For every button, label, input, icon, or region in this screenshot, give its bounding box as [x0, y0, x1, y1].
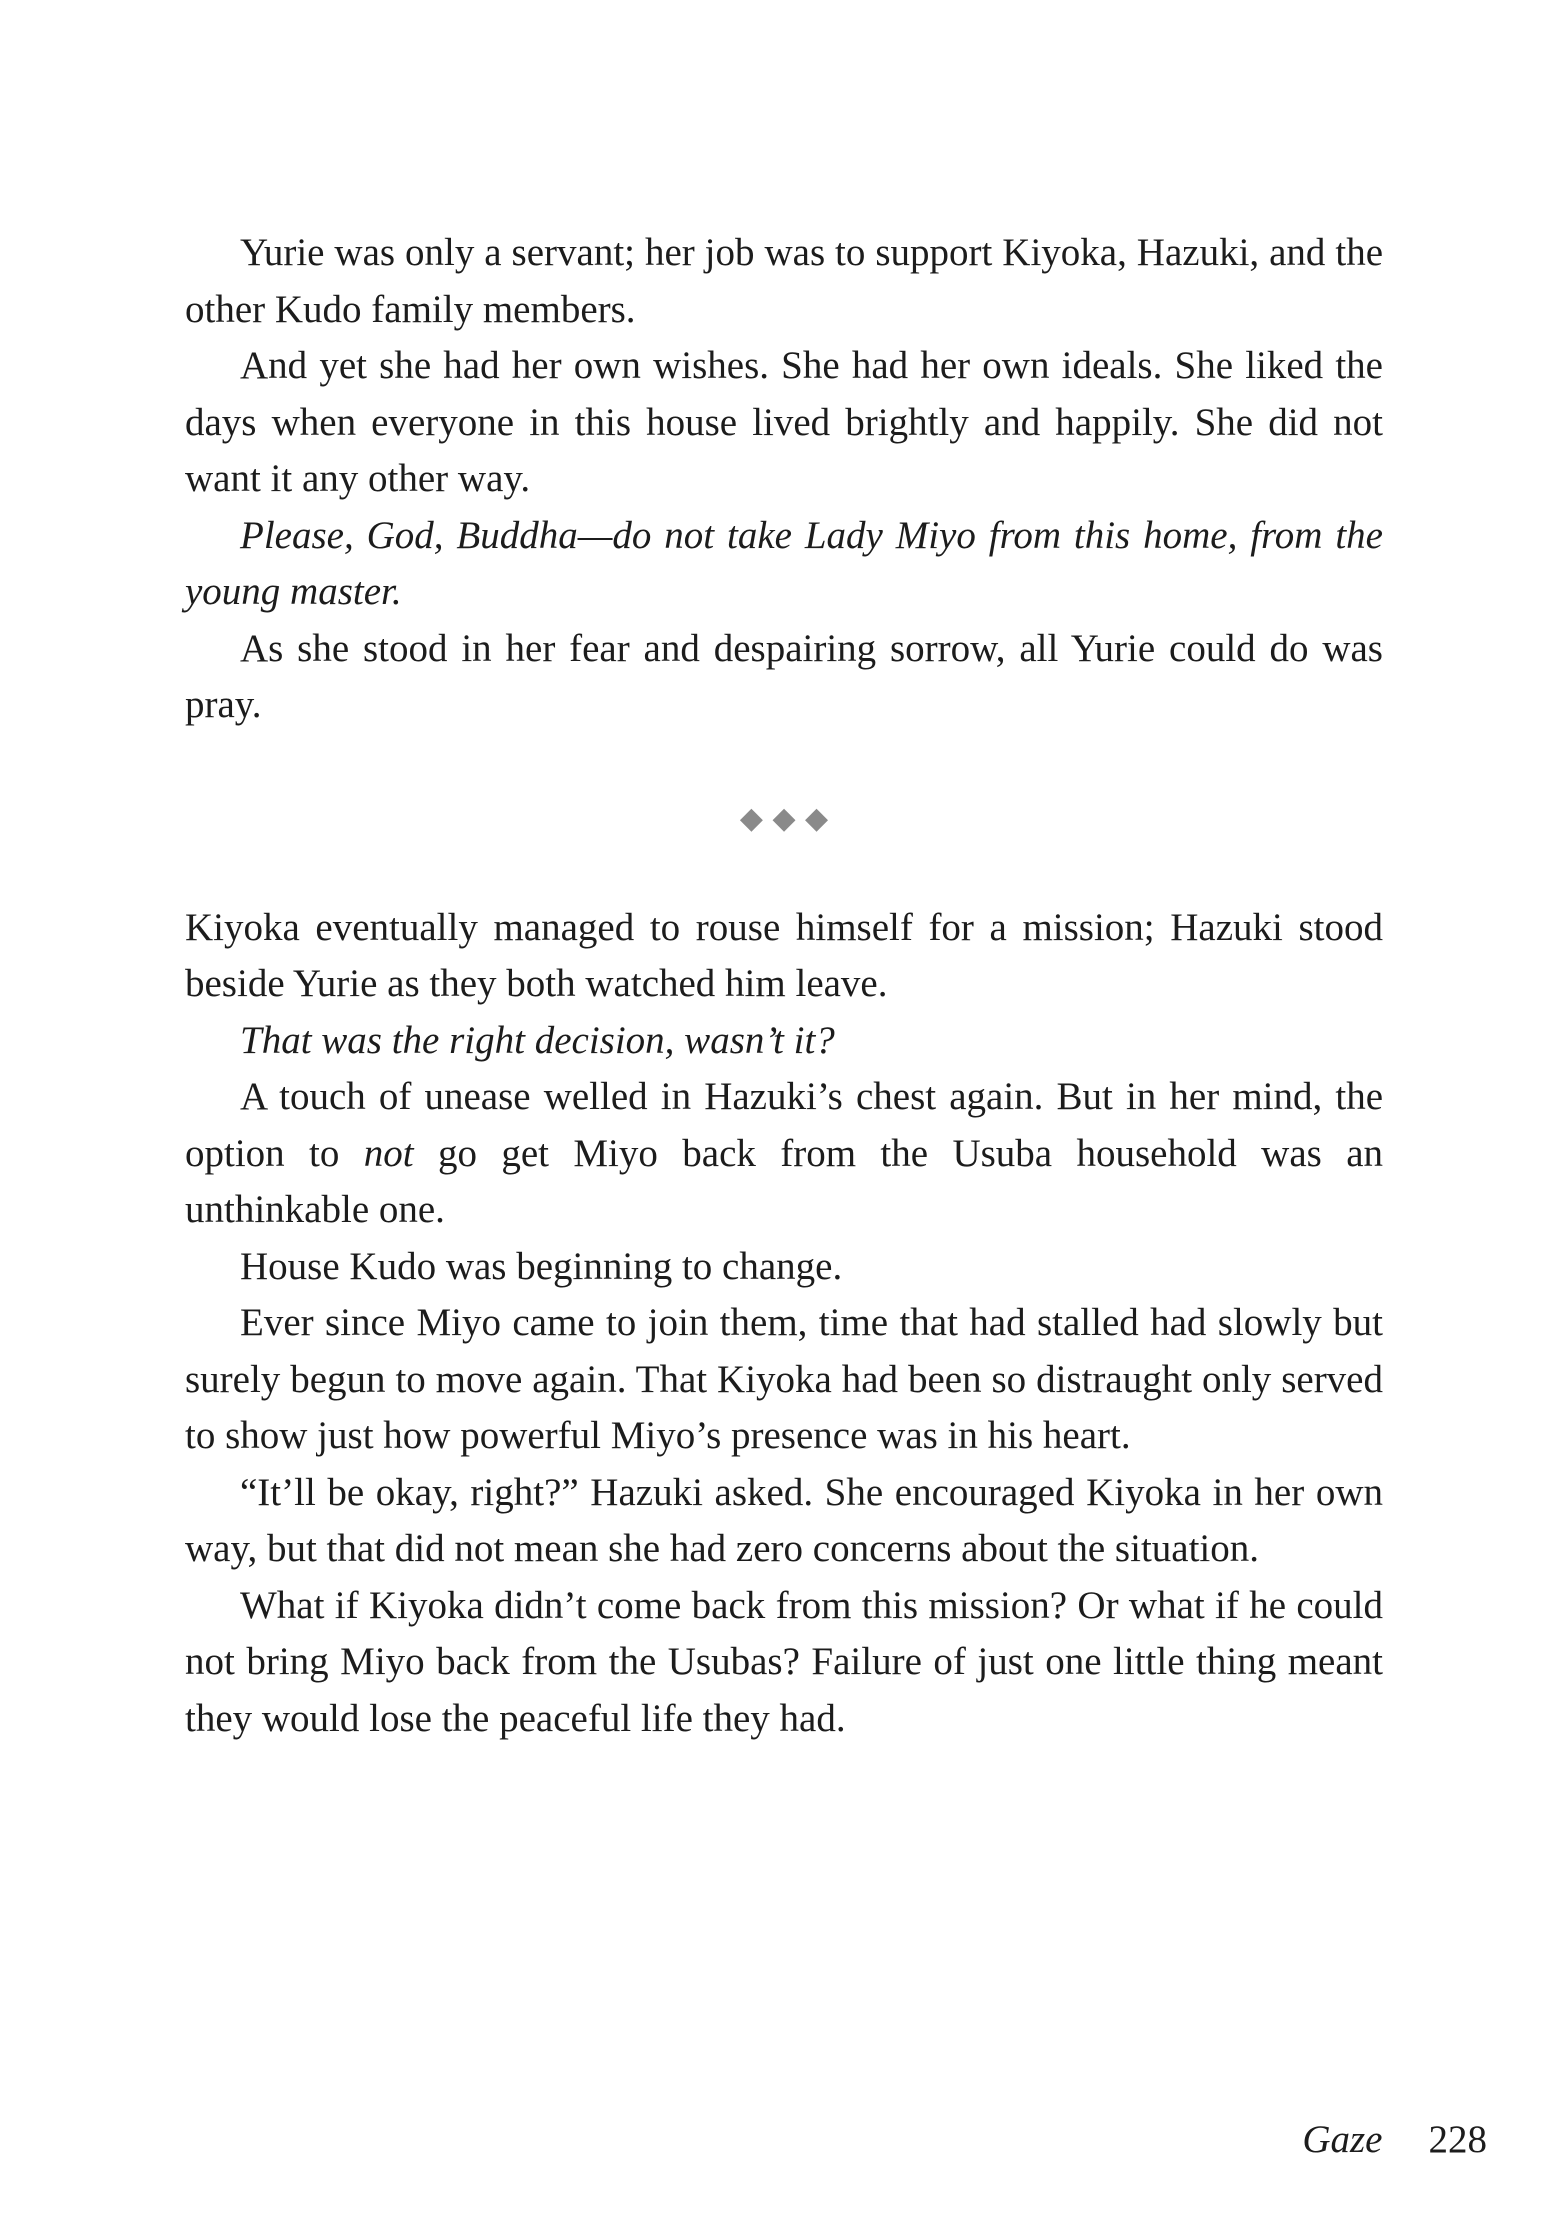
paragraph — [185, 1578, 1383, 1748]
paragraph — [185, 900, 1383, 1013]
paragraph — [185, 338, 1383, 508]
paragraph — [185, 621, 1383, 734]
body-text: Ever since Miyo came to join them, time that had stalled had slowly but surely begun to move again. That Kiyoka had been so distraught only served to show just how powerful Miyo’s presence was in his heart. — [185, 1301, 1383, 1457]
body-text: What if Kiyoka didn’t come back from this mission? Or what if he could not bring Miyo back from the Usubas? Failure of just one little thing meant they would lose the peaceful life they had. — [185, 1583, 1383, 1740]
italic-text: not — [363, 1131, 414, 1175]
paragraph — [185, 1465, 1383, 1578]
page-number: 228 — [1428, 2118, 1487, 2161]
section — [185, 900, 1383, 1748]
body-text: A touch of unease welled in Hazuki’s chest again. But in her mind, the option to — [185, 1075, 1383, 1175]
paragraph — [185, 1069, 1383, 1239]
paragraph — [185, 1239, 1383, 1296]
body-text: As she stood in her fear and despairing sorrow, all Yurie could do was pray. — [185, 626, 1383, 726]
page-body-text — [185, 225, 1383, 1747]
body-text: And yet she had her own wishes. She had her own ideals. She liked the days when everyone in this house lived brightly and happily. She did not want it any other way. — [185, 344, 1383, 500]
italic-text: Please, God, Buddha—do not take Lady Miyo from this home, from the young master. — [185, 513, 1383, 613]
section — [185, 225, 1383, 734]
page-footer — [1302, 2112, 1487, 2168]
body-text: House Kudo was beginning to change. — [240, 1244, 843, 1288]
running-title: Gaze — [1302, 2118, 1383, 2161]
paragraph — [185, 1013, 1383, 1070]
body-text: Kiyoka eventually managed to rouse himself for a mission; Hazuki stood beside Yurie as they both watched him leave. — [185, 905, 1383, 1005]
paragraph — [185, 1295, 1383, 1465]
paragraph — [185, 508, 1383, 621]
body-text: “It’ll be okay, right?” Hazuki asked. She encouraged Kiyoka in her own way, but that did not mean she had zero concerns about the situation. — [185, 1470, 1383, 1570]
body-text: Yurie was only a servant; her job was to support Kiyoka, Hazuki, and the other Kudo family members. — [185, 231, 1383, 331]
scene-break-separator: ◆ ◆ ◆ — [739, 800, 829, 836]
italic-text: That was the right decision, wasn’t it? — [240, 1018, 835, 1062]
body-text: go get Miyo back from the Usuba household was an unthinkable one. — [185, 1131, 1384, 1231]
paragraph — [185, 225, 1383, 338]
